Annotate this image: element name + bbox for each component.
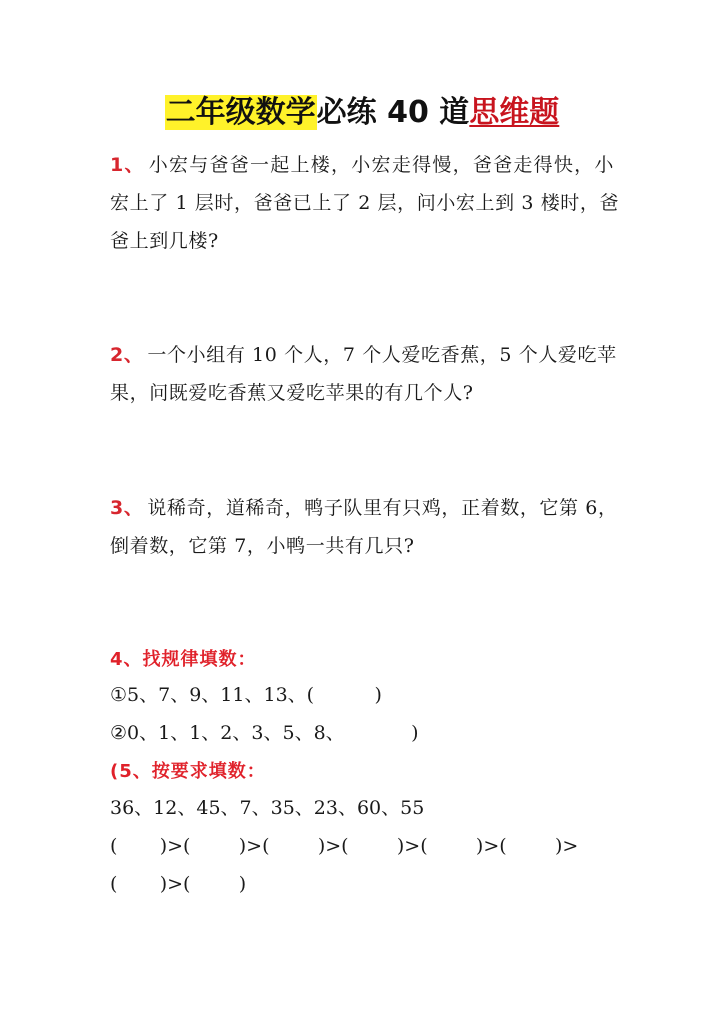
question-text: 说稀奇，道稀奇，鸭子队里有只鸡，正着数，它第 6， [147, 497, 618, 519]
question-number: 2、 [110, 344, 144, 366]
section-heading: 4、找规律填数： [110, 649, 257, 670]
q1-line-1 [110, 146, 614, 184]
question-number: 3、 [110, 497, 144, 519]
q1-line-2: 宏上了 1 层时，爸爸已上了 2 层，问小宏上到 3 楼时，爸 [110, 192, 620, 214]
section-heading: (5、按要求填数： [110, 761, 266, 782]
q5-blank-row-1: ( )>( )>( )>( )>( )>( )> [110, 835, 579, 857]
title-red-underlined: 思维题 [469, 95, 560, 130]
q4-item-2: ②0、1、1、2、3、5、8、 ) [110, 722, 419, 744]
q3-line-1 [110, 489, 618, 527]
worksheet-title [0, 90, 724, 136]
q5-blank-row-2: ( )>( ) [110, 873, 247, 895]
q1-line-3: 爸上到几楼? [110, 230, 219, 252]
title-middle: 必练 40 道 [316, 95, 470, 130]
q2-line-2: 果，问既爱吃香蕉又爱吃苹果的有几个人? [110, 382, 474, 404]
title-highlighted: 二年级数学 [165, 95, 316, 130]
q2-line-1 [110, 336, 617, 374]
question-text: 一个小组有 10 个人，7 个人爱吃香蕉，5 个人爱吃苹 [147, 344, 617, 366]
q4-item-1: ①5、7、9、11、13、( ) [110, 684, 382, 706]
q5-numbers: 36、12、45、7、35、23、60、55 [110, 797, 425, 819]
question-text: 小宏与爸爸一起上楼，小宏走得慢，爸爸走得快，小 [148, 154, 614, 176]
q4-heading [110, 640, 614, 679]
q5-heading [110, 752, 614, 791]
question-number: 1、 [110, 154, 145, 176]
q3-line-2: 倒着数，它第 7，小鸭一共有几只? [110, 535, 415, 557]
